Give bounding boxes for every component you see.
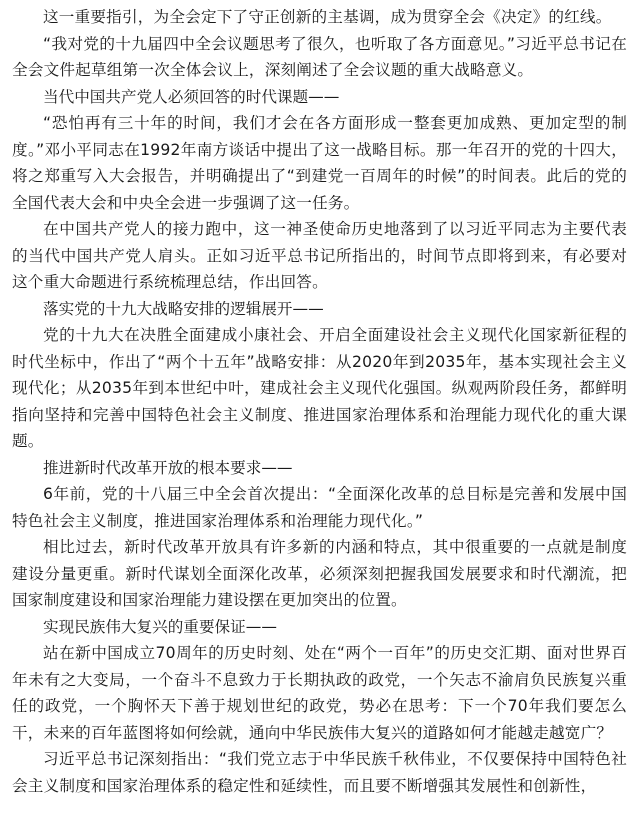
paragraph-2: “我对党的十九届四中全会议题思考了很久，也听取了各方面意见。”习近平总书记在全会文件起草组第一次全体会议上，深刻阐述了全会议题的重大战略意义。	[12, 34, 627, 79]
paragraph-8: 站在新中国成立70周年的历史时刻、处在“两个一百年”的历史交汇期、面对世界百年未有之大变局，一个奋斗不息致力于长期执政的政党，一个矢志不渝肩负民族复兴重任的政党，一个胸怀天下善于规划世纪的政党，势必在思考：下一个70年我们要怎么干，未来的百年蓝图将如何绘就，通向中华民族伟大复兴的道路如何才能越走越宽广？	[12, 644, 627, 742]
section-heading-rejuvenation: 实现民族伟大复兴的重要保证——	[43, 617, 277, 636]
paragraph-6: 6年前，党的十八届三中全会首次提出：“全面深化改革的总目标是完善和发展中国特色社会主义制度，推进国家治理体系和治理能力现代化。”	[12, 485, 627, 530]
paragraph-1: 这一重要指引，为全会定下了守正创新的主基调，成为贯穿全会《决定》的红线。	[43, 8, 612, 26]
paragraph-9: 习近平总书记深刻指出：“我们党立志于中华民族千秋伟业，不仅要保持中国特色社会主义制度和国家治理体系的稳定性和延续性，而且要不断增强其发展性和创新性，	[12, 750, 627, 795]
section-heading-strategy: 落实党的十九大战略安排的逻辑展开——	[43, 299, 324, 318]
section-heading-era-topic: 当代中国共产党人必须回答的时代课题——	[43, 87, 340, 106]
paragraph-3: “恐怕再有三十年的时间，我们才会在各方面形成一整套更加成熟、更加定型的制度。”邓小平同志在1992年南方谈话中提出了这一战略目标。那一年召开的党的十四大，将之郑重写入大会报告，并明确提出了“到建党一百周年的时候”的时间表。此后的党的全国代表大会和中央全会进一步强调了这一任务。	[12, 114, 627, 212]
paragraph-5: 党的十九大在决胜全面建成小康社会、开启全面建设社会主义现代化国家新征程的时代坐标中，作出了“两个十五年”战略安排：从2020年到2035年，基本实现社会主义现代化；从2035年到本世纪中叶，建成社会主义现代化强国。纵观两阶段任务，都鲜明指向坚持和完善中国特色社会主义制度、推进国家治理体系和治理能力现代化的重大课题。	[12, 326, 627, 450]
paragraph-4: 在中国共产党人的接力跑中，这一神圣使命历史地落到了以习近平同志为主要代表的当代中国共产党人肩头。正如习近平总书记所指出的，时间节点即将到来，有必要对这个重大命题进行系统梳理总结，作出回答。	[12, 220, 627, 291]
section-heading-reform: 推进新时代改革开放的根本要求——	[43, 458, 293, 477]
paragraph-7: 相比过去，新时代改革开放具有许多新的内涵和特点，其中很重要的一点就是制度建设分量更重。新时代谋划全面深化改革，必须深刻把握我国发展要求和时代潮流，把国家制度建设和国家治理能力建设摆在更加突出的位置。	[12, 538, 627, 609]
